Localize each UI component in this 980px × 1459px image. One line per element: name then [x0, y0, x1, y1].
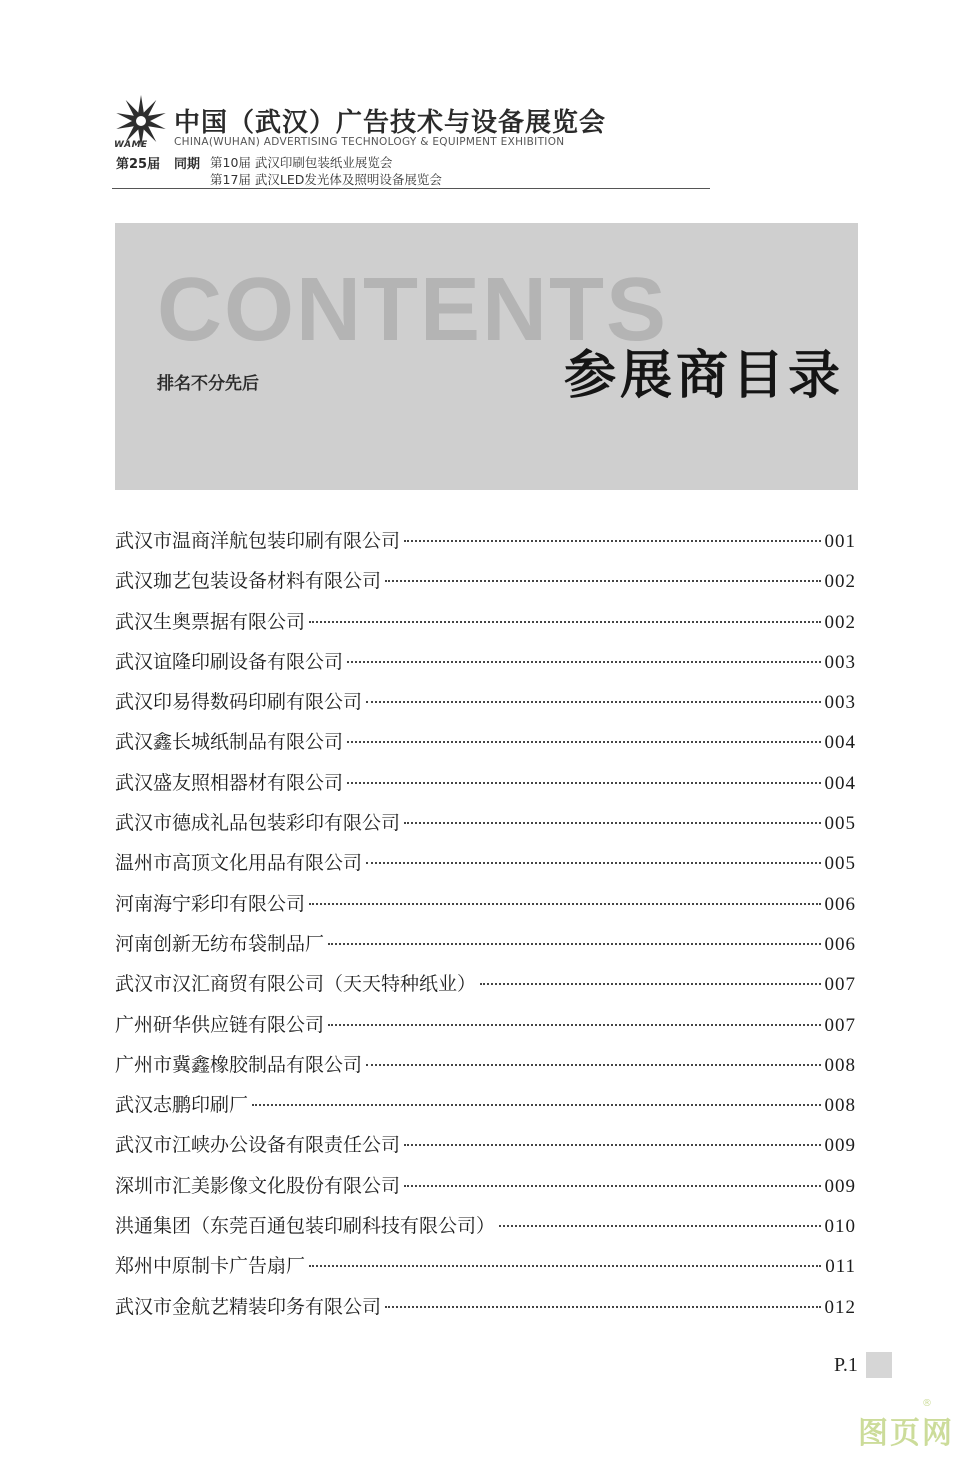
exhibitor-name: 武汉市德成礼品包装彩印有限公司: [115, 812, 401, 835]
toc-entry[interactable]: [115, 929, 856, 969]
exhibitor-name: 温州市高顶文化用品有限公司: [115, 852, 363, 875]
toc-entry[interactable]: [115, 1130, 856, 1170]
edition-label: 第25届: [116, 157, 161, 172]
dot-leader: [309, 1265, 821, 1267]
ranking-note: 排名不分先后: [157, 374, 259, 394]
toc-entry[interactable]: [115, 1090, 856, 1130]
page-number: P.1: [834, 1354, 858, 1376]
toc-entry[interactable]: [115, 727, 856, 767]
exhibitor-name: 洪通集团（东莞百通包装印刷科技有限公司）: [115, 1215, 496, 1238]
dot-leader: [499, 1225, 820, 1227]
exhibition-title-cn: 中国（武汉）广告技术与设备展览会: [174, 108, 607, 138]
toc-entry[interactable]: [115, 768, 856, 808]
exhibitor-name: 武汉市金航艺精装印务有限公司: [115, 1295, 382, 1318]
dot-leader: [309, 621, 820, 623]
page-ref: 003: [824, 692, 856, 714]
exhibition-header: [112, 92, 712, 188]
page-ref: 012: [824, 1296, 856, 1318]
toc-entry[interactable]: [115, 969, 856, 1009]
exhibition-title-en: CHINA(WUHAN) ADVERTISING TECHNOLOGY & EQUIPMENT EXHIBITION: [174, 136, 565, 148]
page-ref: 006: [824, 893, 856, 915]
directory-title: 参展商目录: [563, 346, 844, 406]
dot-leader: [385, 580, 820, 582]
toc-entry[interactable]: [115, 889, 856, 929]
toc-entry[interactable]: [115, 1292, 856, 1332]
page-number-box: [866, 1352, 892, 1378]
dot-leader: [366, 862, 820, 864]
exhibitor-name: 武汉生奥票据有限公司: [115, 610, 306, 633]
page-ref: 011: [825, 1256, 856, 1278]
page-ref: 007: [824, 1014, 856, 1036]
dot-leader: [347, 741, 820, 743]
toc-entry[interactable]: [115, 607, 856, 647]
toc-entry[interactable]: [115, 1010, 856, 1050]
exhibitor-name: 广州研华供应链有限公司: [115, 1013, 325, 1036]
page-ref: 010: [824, 1216, 856, 1238]
exhibitor-name: 武汉志鹏印刷厂: [115, 1094, 249, 1117]
dot-leader: [480, 983, 820, 985]
dot-leader: [347, 782, 820, 784]
exhibitor-name: 武汉盛友照相器材有限公司: [115, 771, 344, 794]
toc-entry[interactable]: [115, 1211, 856, 1251]
toc-entry[interactable]: [115, 1050, 856, 1090]
toc-entry[interactable]: [115, 647, 856, 687]
dot-leader: [328, 1024, 820, 1026]
site-watermark: 图页网: [858, 1416, 954, 1451]
sub-expo-2: 第17届 武汉LED发光体及照明设备展览会: [210, 172, 442, 187]
page-ref: 009: [824, 1135, 856, 1157]
exhibitor-name: 武汉谊隆印刷设备有限公司: [115, 650, 344, 673]
dot-leader: [366, 1064, 820, 1066]
toc-entry[interactable]: [115, 808, 856, 848]
page-ref: 009: [824, 1175, 856, 1197]
exhibitor-list: [115, 526, 856, 1332]
dot-leader: [328, 943, 820, 945]
toc-entry[interactable]: [115, 1251, 856, 1291]
page-ref: 002: [824, 611, 856, 633]
sub-expo-1: 第10届 武汉印刷包装纸业展览会: [210, 155, 393, 170]
dot-leader: [404, 540, 820, 542]
exhibitor-name: 武汉市江峡办公设备有限责任公司: [115, 1134, 401, 1157]
exhibitor-name: 郑州中原制卡广告扇厂: [115, 1255, 306, 1278]
dot-leader: [404, 1185, 820, 1187]
header-divider: [112, 188, 710, 189]
dot-leader: [347, 661, 820, 663]
page-ref: 002: [824, 571, 856, 593]
exhibitor-name: 河南海宁彩印有限公司: [115, 892, 306, 915]
page-ref: 004: [824, 772, 856, 794]
toc-entry[interactable]: [115, 687, 856, 727]
page-ref: 004: [824, 732, 856, 754]
exhibitor-name: 武汉鑫长城纸制品有限公司: [115, 731, 344, 754]
exhibitor-name: 深圳市汇美影像文化股份有限公司: [115, 1174, 401, 1197]
page-ref: 006: [824, 933, 856, 955]
toc-entry[interactable]: [115, 1171, 856, 1211]
page-ref: 008: [824, 1054, 856, 1076]
exhibitor-name: 武汉市温商洋航包装印刷有限公司: [115, 530, 401, 552]
logo-wordmark: WAME: [114, 140, 148, 150]
dot-leader: [404, 822, 820, 824]
page-ref: 005: [824, 813, 856, 835]
dot-leader: [404, 1144, 820, 1146]
page-ref: 007: [824, 974, 856, 996]
sync-label: 同期: [174, 157, 201, 172]
dot-leader: [385, 1306, 820, 1308]
registered-mark: ®: [922, 1398, 932, 1409]
dot-leader: [309, 903, 820, 905]
dot-leader: [366, 701, 820, 703]
exhibitor-name: 武汉印易得数码印刷有限公司: [115, 691, 363, 714]
page-ref: 008: [824, 1095, 856, 1117]
contents-watermark-text: CONTENTS: [157, 260, 668, 360]
page-ref: 005: [824, 853, 856, 875]
dot-leader: [252, 1104, 820, 1106]
page-ref: 001: [824, 531, 856, 552]
contents-banner: [115, 223, 858, 490]
toc-entry[interactable]: [115, 566, 856, 606]
exhibitor-name: 河南创新无纺布袋制品厂: [115, 932, 325, 955]
toc-entry[interactable]: [115, 526, 856, 566]
page-ref: 003: [824, 651, 856, 673]
exhibitor-name: 武汉市汉汇商贸有限公司（天天特种纸业）: [115, 973, 477, 996]
exhibitor-name: 武汉珈艺包装设备材料有限公司: [115, 570, 382, 593]
exhibitor-name: 广州市冀鑫橡胶制品有限公司: [115, 1053, 363, 1076]
toc-entry[interactable]: [115, 848, 856, 888]
